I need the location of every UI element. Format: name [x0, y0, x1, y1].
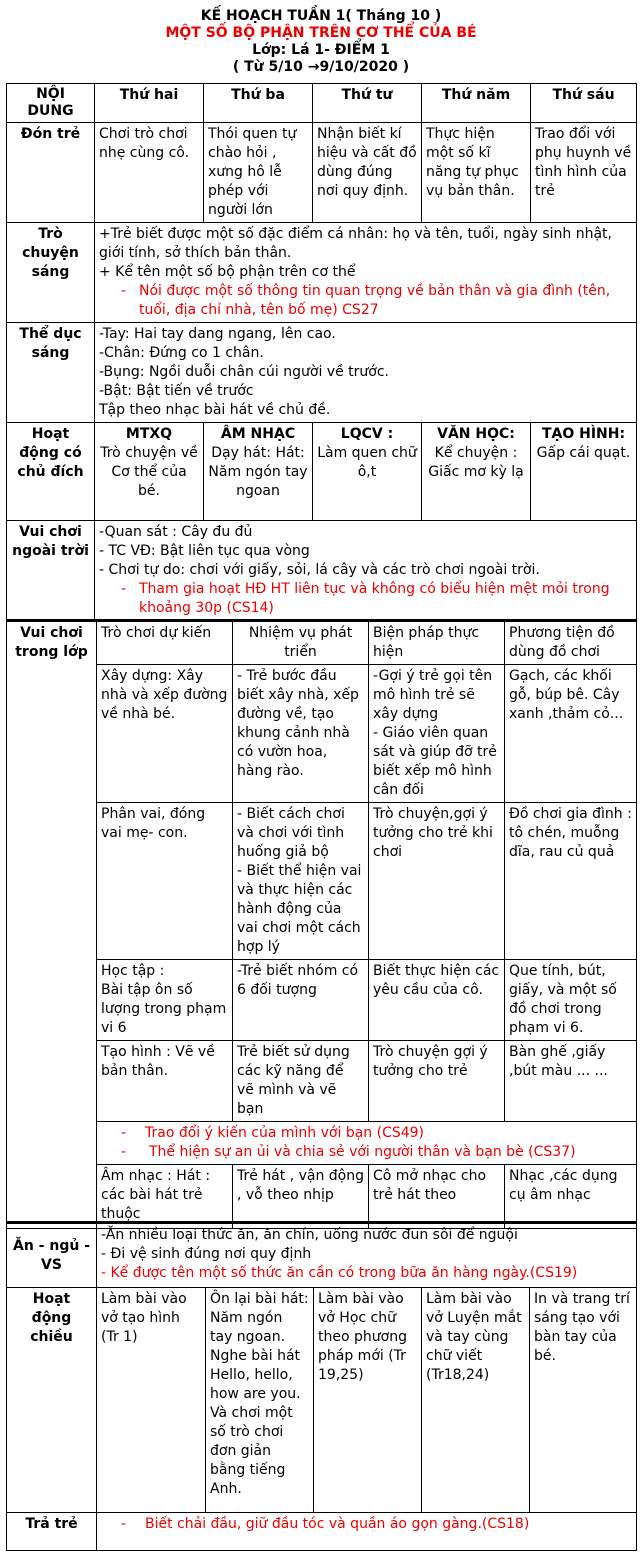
table-cell: Trẻ biết sử dụng các kỹ năng để vẽ mình và vẽ bạn: [233, 1041, 369, 1122]
red-text: Nói được một số thông tin quan trọng về bản thân và gia đình (tên, tuổi, địa chỉ nhà, tên bố mẹ) CS27: [139, 283, 611, 318]
table-cell: [95, 423, 204, 521]
red-text-line: - Kể được tên một số thức ăn cần có trong bữa ăn hàng ngày.(CS19): [101, 1265, 578, 1281]
text-line: Tập theo nhạc bài hát về chủ đề.: [99, 402, 331, 418]
col-header-wednesday: Thứ tư: [313, 84, 422, 123]
subject-body: Trò chuyện về Cơ thể của bé.: [100, 445, 198, 499]
red-text-line: - Thể hiện sự an ủi và chia sẻ với người thân và bạn bè (CS37): [121, 1144, 576, 1160]
table-cell: Làm bài vào vở Luyện mắt và tay cùng chữ viết (Tr18,24): [422, 1288, 530, 1513]
table-cell: Đồ chơi gia đình : tô chén, muỗng dĩa, rau củ quả: [505, 803, 637, 960]
table-cell: - Biết cách chơi và chơi với tình huống giả bộ - Biết thể hiện vai và thực hiện các hành động của vai chơi một cách hợp lý: [233, 803, 369, 960]
red-text-line: - Nói được một số thông tin quan trọng về bản thân và gia đình (tên, tuổi, địa chỉ nhà, tên bố mẹ) CS27: [121, 283, 611, 318]
col-header-content: NỘI DUNG: [7, 84, 95, 123]
plan-title: KẾ HOẠCH TUẦN 1( Tháng 10 ): [200, 8, 442, 24]
table-row: [7, 1513, 637, 1551]
table-cell: Gạch, các khối gỗ, búp bê. Cây xanh ,thảm cỏ...: [505, 665, 637, 803]
red-text: Tham gia hoạt HĐ HT liên tục và không có biểu hiện mệt mỏi trong khoảng 30p (CS14): [139, 581, 610, 616]
table-row: [7, 1165, 637, 1229]
table-cell: Bàn ghế ,giấy ,bút màu ... ...: [505, 1041, 637, 1122]
row-label-hoat-dong-chieu: Hoạt động chiều: [7, 1288, 97, 1513]
col-header-method: Biện pháp thực hiện: [369, 621, 505, 665]
table-cell: Chơi trò chơi nhẹ cùng cô.: [95, 123, 204, 223]
table-cell: [531, 423, 637, 521]
table-row: [7, 1041, 637, 1122]
text-line: -Bụng: Ngồi duỗi chân cúi người về trước.: [99, 364, 389, 380]
table-row: [7, 323, 637, 423]
col-header-tuesday: Thứ ba: [204, 84, 313, 123]
col-header-task: Nhiệm vụ phát triển: [233, 621, 369, 665]
subject-title: LQCV :: [340, 426, 394, 442]
table-row: [7, 1122, 637, 1165]
subject-title: MTXQ: [125, 426, 173, 442]
table-cell: [95, 323, 637, 423]
table-cell: [97, 1513, 637, 1551]
row-label-don-tre: Đón trẻ: [7, 123, 95, 223]
table-cell: - Trẻ bước đầu biết xây nhà, xếp đường về, tạo khung cảnh nhà có vườn hoa, hàng rào.: [233, 665, 369, 803]
table-cell: Cô mở nhạc cho trẻ hát theo: [369, 1165, 505, 1229]
col-header-materials: Phương tiện đồ dùng đồ chơi: [505, 621, 637, 665]
text-line: -Quan sát : Cây đu đủ: [99, 524, 253, 540]
table-cell: Trẻ hát , vận động , vỗ theo nhịp: [233, 1165, 369, 1229]
subject-title: VĂN HỌC:: [437, 426, 515, 442]
table-cell: Thực hiện một số kĩ năng tự phục vụ bản thân.: [422, 123, 531, 223]
red-text: Thể hiện sự an ủi và chia sẻ với người thân và bạn bè (CS37): [149, 1144, 576, 1160]
subject-body: Dạy hát: Hát: Năm ngón tay ngoan: [208, 445, 308, 499]
table-cell: Xây dựng: Xây nhà và xếp đường về nhà bé.: [97, 665, 233, 803]
table-cell: [95, 521, 637, 621]
red-text-line: - Tham gia hoạt HĐ HT liên tục và không có biểu hiện mệt mỏi trong khoảng 30p (CS14): [121, 581, 610, 616]
table-cell: Trò chuyện,gợi ý tưởng cho trẻ khi chơi: [369, 803, 505, 960]
table-cell: Ôn lại bài hát: Năm ngón tay ngoan. Nghe bài hát Hello, hello, how are you. Và chơi một số trò chơi đơn giản bằng tiếng Anh.: [206, 1288, 314, 1513]
row-label-vui-choi-ngoai: Vui chơi ngoài trời: [7, 521, 95, 621]
table-cell: Nhận biết kí hiệu và cất đồ dùng đúng nơi quy định.: [313, 123, 422, 223]
table-row: [7, 521, 637, 621]
text-line: -Bật: Bật tiến về trước: [99, 383, 254, 399]
row-label-tro-chuyen: Trò chuyện sáng: [7, 223, 95, 323]
col-header-game: Trò chơi dự kiến: [97, 621, 233, 665]
indoor-play-table: [6, 619, 637, 1229]
afternoon-table: [6, 1221, 637, 1551]
text-line: - Chơi tự do: chơi với giấy, sỏi, lá cây và các trò chơi ngoài trời.: [99, 562, 540, 578]
text-line: -Ăn nhiều loại thức ăn, ăn chín, uống nước đun sôi để nguội: [101, 1227, 518, 1243]
text-line: - TC VĐ: Bật liên tục qua vòng: [99, 543, 310, 559]
text-line: +Trẻ biết được một số đặc điểm cá nhân: họ và tên, tuổi, ngày sinh nhật, giới tính, sở thích bản thân.: [99, 226, 612, 261]
table-cell: Âm nhạc : Hát : các bài hát trẻ thuộc: [97, 1165, 233, 1229]
text-line: + Kể tên một số bộ phận trên cơ thể: [99, 264, 356, 280]
table-header-row: [7, 621, 637, 665]
subject-body: Làm quen chữ ô,t: [317, 445, 417, 480]
col-header-friday: Thứ sáu: [531, 84, 637, 123]
plan-topic: MỘT SỐ BỘ PHẬN TRÊN CƠ THỂ CỦA BÉ: [165, 25, 477, 41]
table-cell: Biết thực hiện các yêu cầu của cô.: [369, 960, 505, 1041]
row-label-hoat-dong: Hoạt động có chủ đích: [7, 423, 95, 521]
red-text-line: - Trao đổi ý kiến của mình với bạn (CS49): [121, 1125, 425, 1141]
table-cell: Trò chuyện gợi ý tưởng cho trẻ: [369, 1041, 505, 1122]
table-row: [7, 803, 637, 960]
table-header-row: [7, 84, 637, 123]
table-cell: Làm bài vào vở tạo hình (Tr 1): [97, 1288, 206, 1513]
row-label-tra-tre: Trả trẻ: [7, 1513, 97, 1551]
row-label-an-ngu: Ăn - ngủ - VS: [7, 1223, 97, 1288]
table-cell: Phân vai, đóng vai mẹ- con.: [97, 803, 233, 960]
text-line: - Đi vệ sinh đúng nơi quy định: [101, 1246, 312, 1262]
red-text: Trao đổi ý kiến của mình với bạn (CS49): [145, 1125, 425, 1141]
table-cell: Trao đổi với phụ huynh về tình hình của trẻ: [531, 123, 637, 223]
table-row: [7, 223, 637, 323]
weekly-schedule-table: [6, 83, 637, 621]
table-row: [7, 960, 637, 1041]
table-cell: Nhạc ,các dụng cụ âm nhạc: [505, 1165, 637, 1229]
plan-header: [0, 8, 642, 76]
table-cell: Que tính, bút, giấy, và một số đồ chơi trong phạm vi 6.: [505, 960, 637, 1041]
text-line: -Tay: Hai tay dang ngang, lên cao.: [99, 326, 336, 342]
table-cell: [97, 1223, 637, 1288]
table-row: [7, 123, 637, 223]
table-row: [7, 665, 637, 803]
table-cell: [95, 223, 637, 323]
table-row: [7, 1288, 637, 1513]
subject-body: Gấp cái quạt.: [536, 445, 631, 461]
col-header-thursday: Thứ năm: [422, 84, 531, 123]
col-header-monday: Thứ hai: [95, 84, 204, 123]
row-label-vui-choi-trong-lop: Vui chơi trong lớp: [7, 621, 97, 1229]
table-cell: [422, 423, 531, 521]
plan-class: Lớp: Lá 1- ĐIỂM 1: [252, 42, 390, 58]
table-cell: [313, 423, 422, 521]
table-cell: -Gợi ý trẻ gọi tên mô hình trẻ sẽ xây dựng - Giáo viên quan sát và giúp đỡ trẻ biết xếp mô hình cân đối: [369, 665, 505, 803]
text-line: -Chân: Đứng co 1 chân.: [99, 345, 264, 361]
table-cell: Làm bài vào vở Học chữ theo phương pháp mới (Tr 19,25): [314, 1288, 422, 1513]
table-cell: Tạo hình : Vẽ về bản thân.: [97, 1041, 233, 1122]
table-cell: -Trẻ biết nhóm có 6 đối tượng: [233, 960, 369, 1041]
table-row: [7, 423, 637, 521]
table-cell: Học tập : Bài tập ôn số lượng trong phạm vi 6: [97, 960, 233, 1041]
table-cell: [204, 423, 313, 521]
table-cell: [97, 1122, 637, 1165]
plan-dates: ( Từ 5/10 →9/10/2020 ): [232, 59, 410, 75]
table-row: [7, 1223, 637, 1288]
red-text: Biết chải đầu, giữ đầu tóc và quần áo gọn gàng.(CS18): [145, 1516, 530, 1532]
subject-body: Kể chuyện : Giấc mơ kỳ lạ: [428, 445, 524, 480]
subject-title: TẠO HÌNH:: [541, 426, 626, 442]
table-cell: Thói quen tự chào hỏi , xưng hô lễ phép với người lớn: [204, 123, 313, 223]
subject-title: ÂM NHẠC: [220, 426, 296, 442]
row-label-the-duc: Thể dục sáng: [7, 323, 95, 423]
red-text-line: - Biết chải đầu, giữ đầu tóc và quần áo gọn gàng.(CS18): [121, 1516, 530, 1532]
table-cell: In và trang trí sáng tạo với bàn tay của bé.: [530, 1288, 637, 1513]
